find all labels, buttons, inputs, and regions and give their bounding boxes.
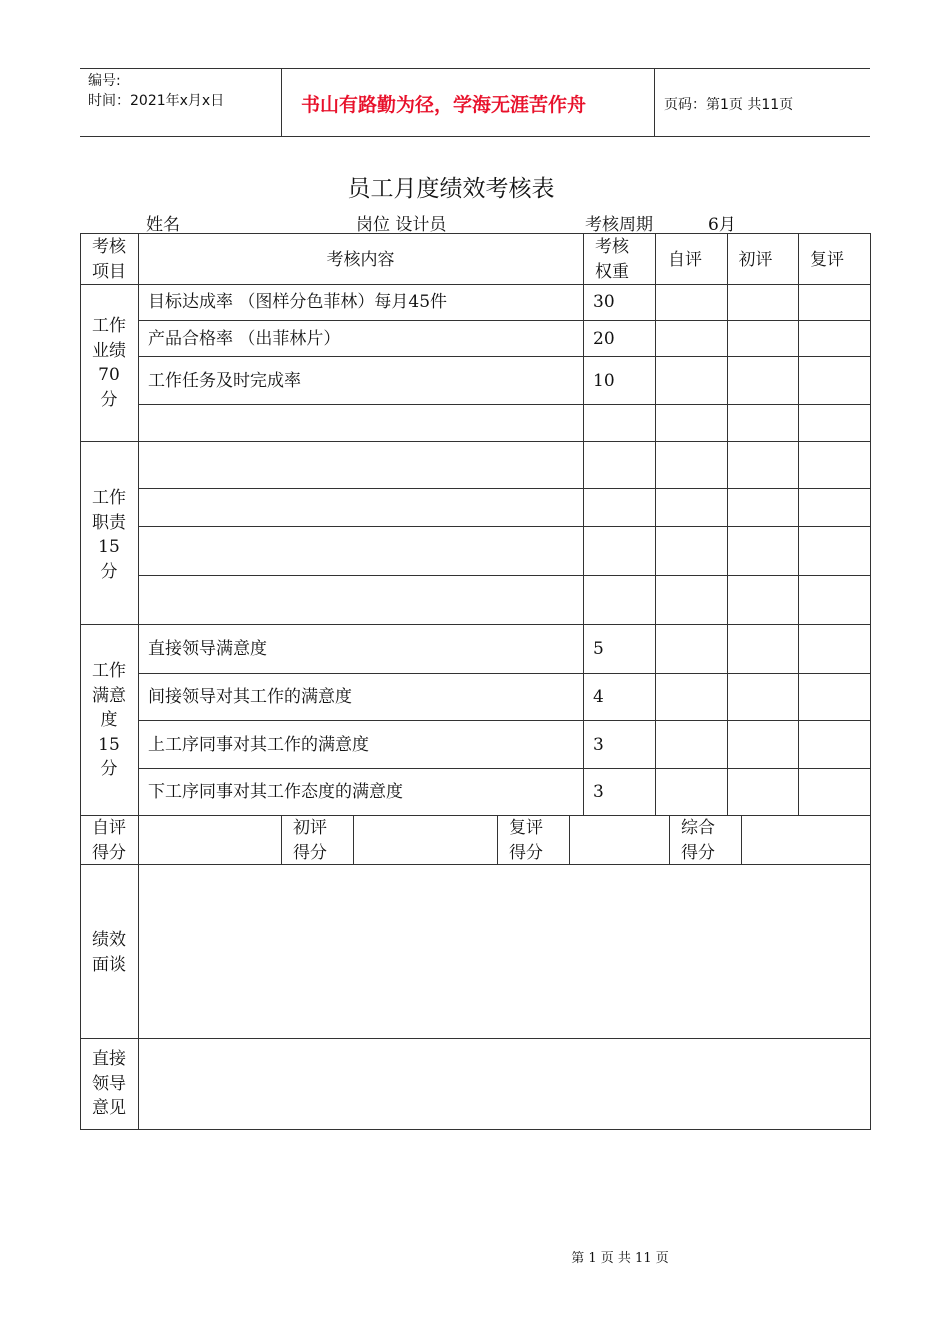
header-first-eval: 初评 [738,250,773,270]
header-self-eval: 自评 [668,250,702,270]
document-date-label: 时间：2021年x月x日 [88,93,225,109]
header-motto: 书山有路勤为径，学海无涯苦作舟 [301,94,587,116]
header-divider [654,68,655,136]
header-content: 考核内容 [326,250,395,270]
leader-opinion-label: 直接 领导 意见 [92,1049,126,1118]
page-title: 员工月度绩效考核表 [347,176,555,202]
table-row-content: 下工序同事对其工作态度的满意度 [148,782,403,802]
review-score-label: 复评 得分 [509,818,543,863]
table-row-content: 上工序同事对其工作的满意度 [148,735,369,755]
header-bottom-rule [80,136,870,137]
interview-label: 绩效 面谈 [92,930,126,975]
table-row-content: 工作任务及时完成率 [148,371,301,391]
table-row-content: 间接领导对其工作的满意度 [148,687,352,707]
table-row-content: 产品合格率 （出菲林片） [148,329,341,349]
position-label: 岗位 设计员 [356,215,447,235]
name-label: 姓名 [146,215,180,235]
table-row-weight: 30 [593,292,615,312]
section-performance-label: 工作 业绩 70 分 [92,316,126,410]
header-review: 复评 [810,250,844,270]
table-row-weight: 20 [593,329,615,349]
self-score-label: 自评 得分 [92,818,126,863]
page-info: 页码：第1页 共11页 [664,97,794,113]
header-divider [281,68,282,136]
document-number-label: 编号: [88,73,121,89]
table-row-weight: 5 [593,639,604,659]
header-top-rule [80,68,870,69]
header-item: 考核 项目 [92,237,126,282]
table-row-content: 目标达成率 （图样分色菲林）每月45件 [148,292,448,312]
period-value: 6月 [708,215,736,235]
total-score-label: 综合 得分 [681,818,715,863]
table-row-weight: 4 [593,687,604,707]
section-satisfaction-label: 工作 满意 度 15 分 [92,661,126,779]
table-row-weight: 3 [593,782,604,802]
page-footer: 第 1 页 共 11 页 [571,1251,669,1266]
first-score-label: 初评 得分 [293,818,327,863]
section-duty-label: 工作 职责 15 分 [92,488,126,582]
period-label: 考核周期 [585,215,653,235]
table-row-weight: 10 [593,371,615,391]
header-weight: 考核 权重 [595,237,629,282]
table-row-content: 直接领导满意度 [148,639,267,659]
table-row-weight: 3 [593,735,604,755]
